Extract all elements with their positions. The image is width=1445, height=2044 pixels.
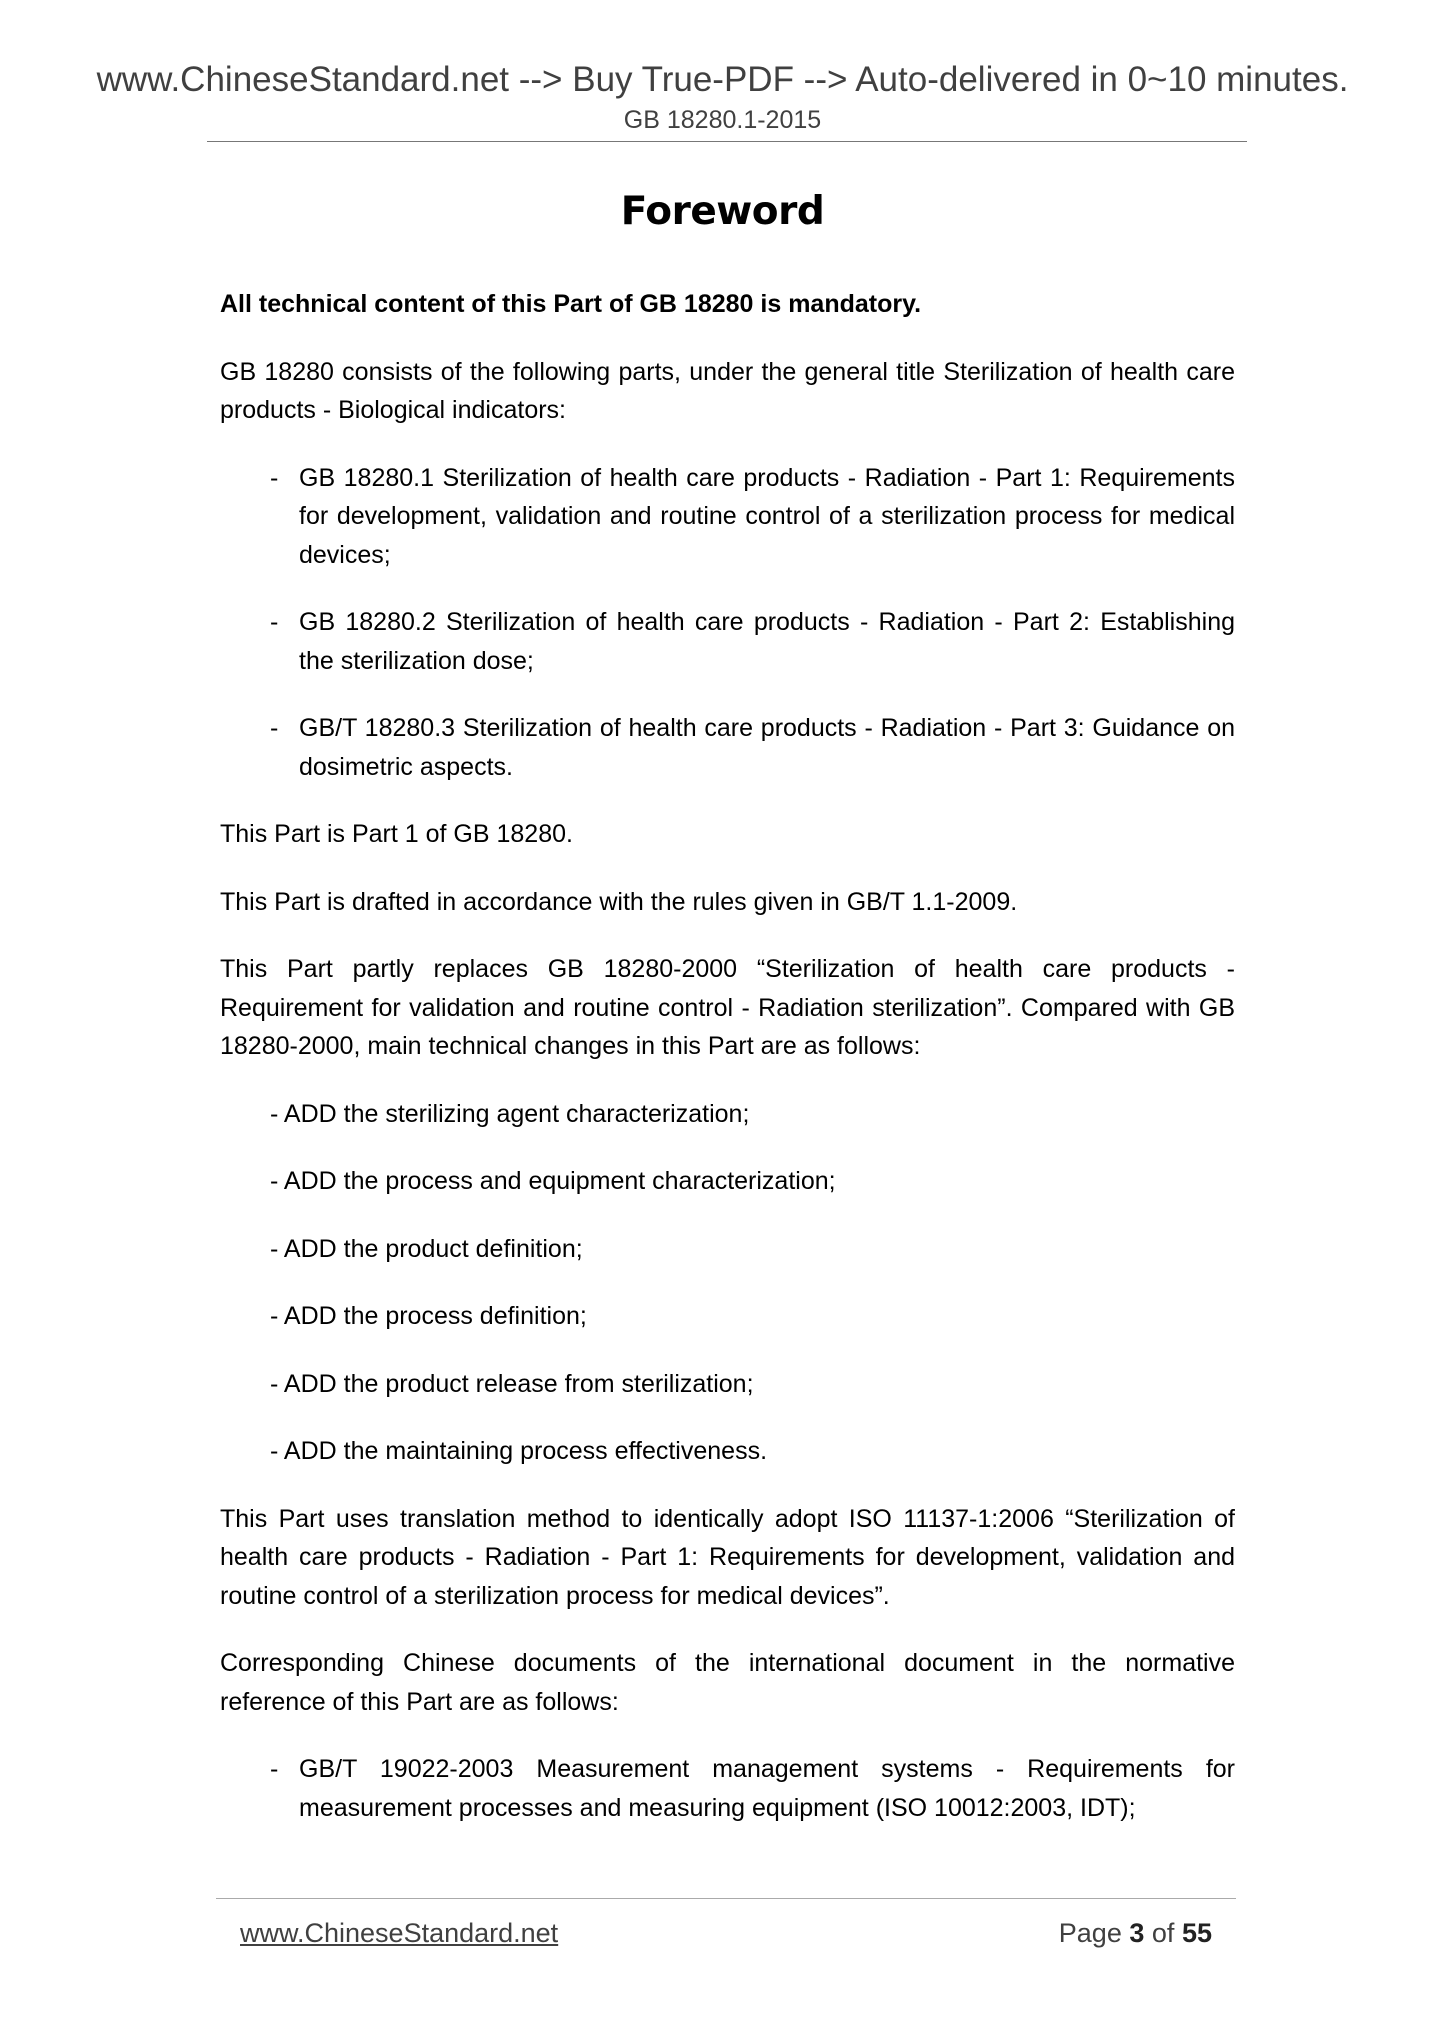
- page-label: Page: [1058, 1918, 1122, 1948]
- list-dash: -: [270, 608, 279, 636]
- page-total: 55: [1181, 1918, 1212, 1948]
- header-banner: www.ChineseStandard.net --> Buy True-PDF --> Auto-delivered in 0~10 minutes.: [96, 60, 1349, 99]
- document-body: [220, 285, 1235, 1856]
- footer-divider: [216, 1898, 1236, 1899]
- corresponding-paragraph: Corresponding Chinese documents of the international document in the normative reference of this Part are as follows:: [220, 1649, 1235, 1716]
- header-divider: [207, 141, 1247, 142]
- change-item: - ADD the process definition;: [270, 1302, 587, 1330]
- list-dash: -: [270, 714, 279, 742]
- drafted-paragraph: This Part is drafted in accordance with the rules given in GB/T 1.1-2009.: [220, 887, 1018, 916]
- footer-website-link[interactable]: www.ChineseStandard.net: [240, 1918, 559, 1948]
- change-item: - ADD the product definition;: [270, 1234, 583, 1263]
- list-item: [220, 459, 1235, 575]
- page-number: [1059, 1915, 1212, 1951]
- change-item: - ADD the process and equipment characterization;: [270, 1167, 836, 1195]
- document-id: GB 18280.1-2015: [623, 106, 822, 134]
- change-item: - ADD the sterilizing agent characterization;: [270, 1099, 750, 1128]
- change-item: - ADD the product release from sterilization;: [270, 1369, 754, 1398]
- list-item: [220, 709, 1235, 786]
- translation-paragraph: This Part uses translation method to identically adopt ISO 11137-1:2006 “Sterilization of health care products - Radiation - Part 1: Requirements for development, validation and routine control of a sterilization process for medical devices”.: [220, 1504, 1235, 1610]
- intro-paragraph: GB 18280 consists of the following parts, under the general title Sterilization of health care products - Biological indicators:: [220, 357, 1235, 424]
- replaces-paragraph: This Part partly replaces GB 18280-2000 “Sterilization of health care products - Requirement for validation and routine control - Radiation sterilization”. Compared with GB 18280-2000, main technical changes in this Part are as follows:: [220, 955, 1235, 1060]
- list-item: [220, 603, 1235, 680]
- page-of: of: [1151, 1918, 1175, 1948]
- reference-text: GB/T 19022-2003 Measurement management systems - Requirements for measurement processes and measuring equipment (ISO 10012:2003, IDT);: [299, 1755, 1235, 1822]
- list-dash: -: [270, 1755, 279, 1783]
- list-item-text: GB 18280.2 Sterilization of health care products - Radiation - Part 2: Establishing the sterilization dose;: [299, 608, 1235, 675]
- reference-item: [220, 1750, 1235, 1827]
- part-of-paragraph: This Part is Part 1 of GB 18280.: [220, 820, 573, 848]
- list-item-text: GB/T 18280.3 Sterilization of health care products - Radiation - Part 3: Guidance on dosimetric aspects.: [299, 714, 1235, 781]
- mandatory-statement: All technical content of this Part of GB 18280 is mandatory.: [220, 290, 922, 318]
- page-current: 3: [1129, 1918, 1145, 1948]
- list-item-text: GB 18280.1 Sterilization of health care products - Radiation - Part 1: Requirements for development, validation and routine control of a sterilization process for medical devices;: [299, 463, 1235, 569]
- list-dash: -: [270, 463, 279, 492]
- page-title: Foreword: [620, 189, 825, 234]
- change-item: - ADD the maintaining process effectiveness.: [270, 1437, 768, 1465]
